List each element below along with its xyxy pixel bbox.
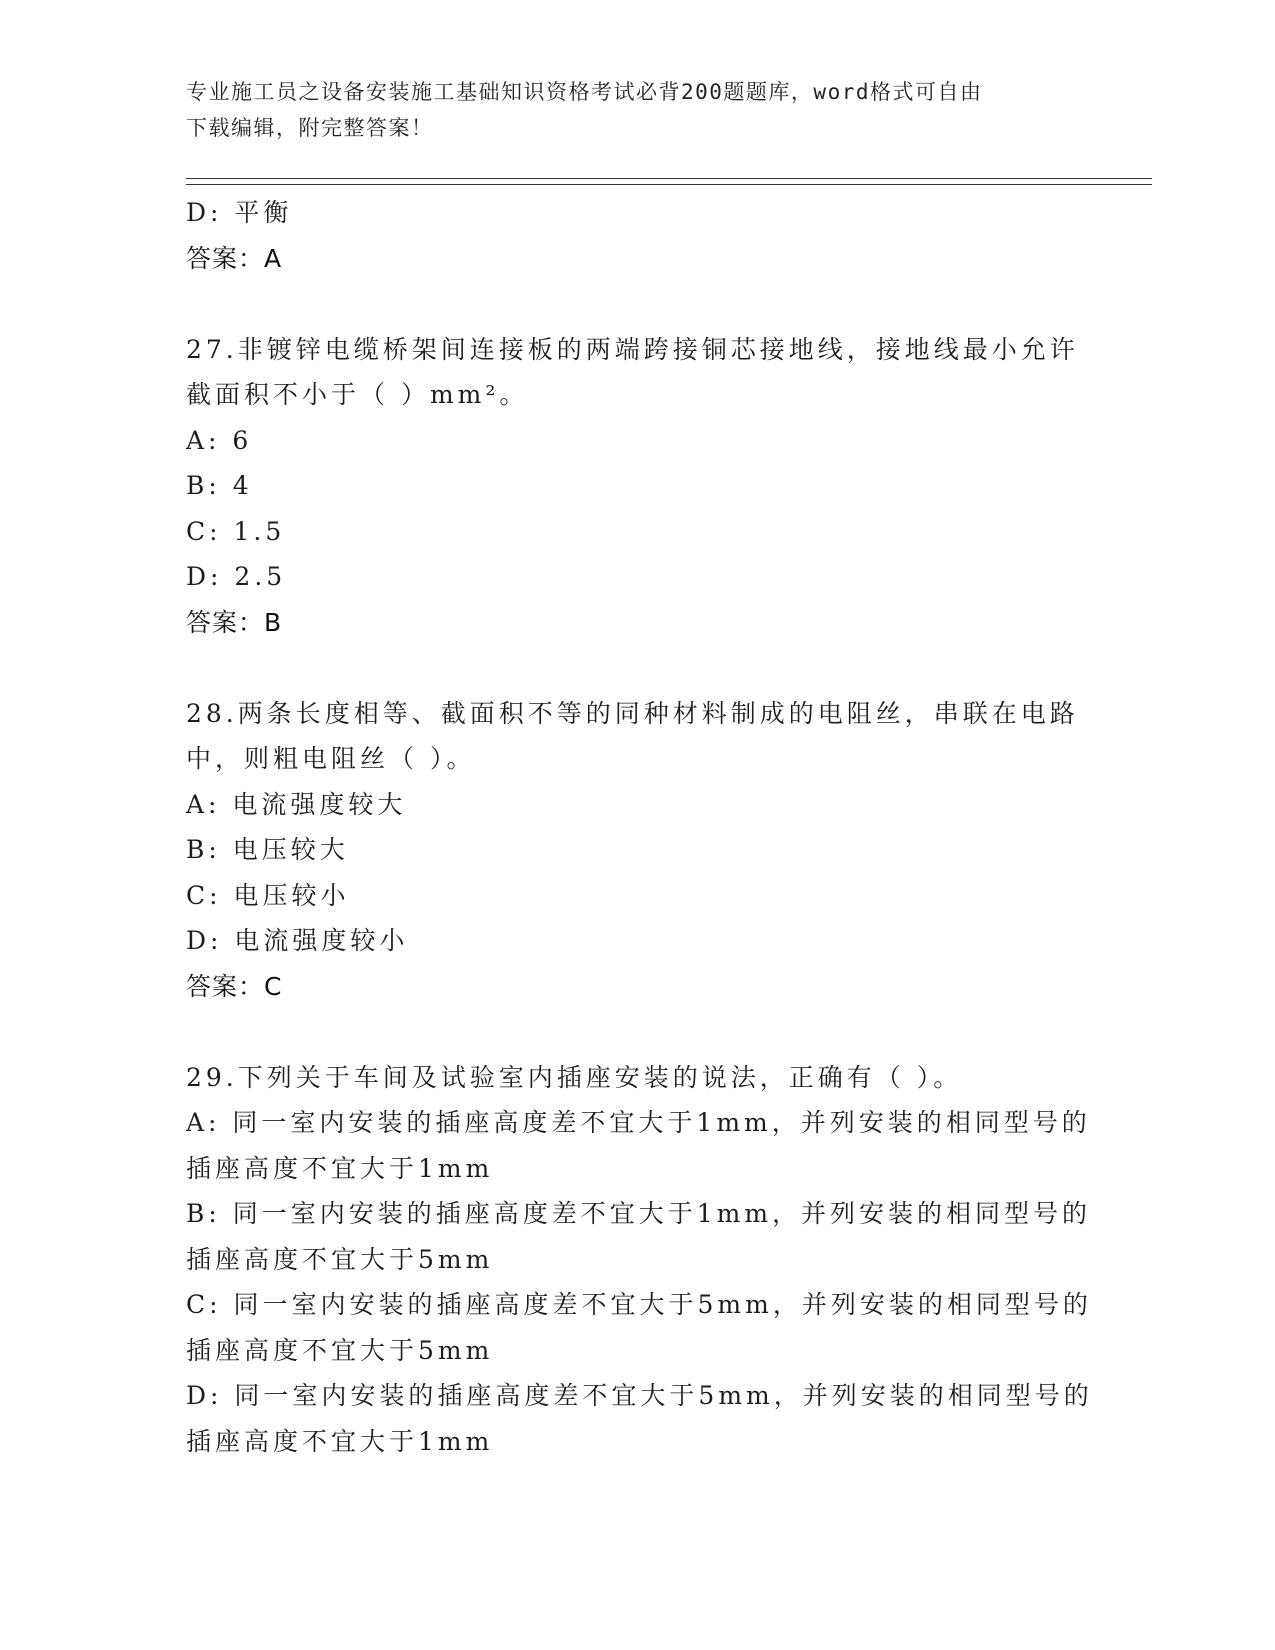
option-c: C: 1.5 [186,516,286,546]
option-a-continued: 插座高度不宜大于1mm [186,1153,494,1183]
question-stem-continued: 中，则粗电阻丝（ ）。 [186,744,476,773]
spacer [186,645,1086,691]
option-a: A: 6 [186,425,253,455]
answer-label: 答案：B [186,607,283,637]
option-d: D: 电流强度较小 [186,926,409,955]
option-b: B: 4 [186,471,253,500]
header-divider [186,178,1152,185]
question-stem: 27.非镀锌电缆桥架间连接板的两端跨接铜芯接地线，接地线最小允许 [186,334,1079,364]
option-d: D: 2.5 [186,562,287,591]
question-stem: 29.下列关于车间及试验室内插座安装的说法，正确有（ ）。 [186,1062,963,1092]
answer-label: 答案：C [186,971,283,1001]
option-b: B: 电压较大 [186,835,349,864]
question-27 [186,327,1086,646]
question-28 [186,691,1086,1010]
answer-label: 答案：A [186,243,283,273]
document-header [186,74,1066,146]
option-c-continued: 插座高度不宜大于5mm [186,1335,494,1365]
option-c: C: 电压较小 [186,880,350,910]
option-d: D: 平衡 [186,198,293,227]
question-list [186,190,1093,1464]
header-line-2: 下载编辑，附完整答案！ [186,116,434,140]
question-26-tail [186,190,1086,281]
spacer [186,281,1086,327]
question-29 [186,1055,1093,1465]
option-a: A: 同一室内安装的插座高度差不宜大于1mm，并列安装的相同型号的 [186,1108,1091,1137]
option-c: C: 同一室内安装的插座高度差不宜大于5mm，并列安装的相同型号的 [186,1290,1092,1319]
spacer [186,1009,1086,1055]
header-line-1: 专业施工员之设备安装施工基础知识资格考试必背200题题库，word格式可自由 [186,80,983,104]
option-d: D: 同一室内安装的插座高度差不宜大于5mm，并列安装的相同型号的 [186,1381,1093,1410]
option-a: A: 电流强度较大 [186,789,407,819]
question-stem: 28.两条长度相等、截面积不等的同种材料制成的电阻丝，串联在电路 [186,698,1079,728]
option-d-continued: 插座高度不宜大于1mm [186,1426,494,1456]
option-b: B: 同一室内安装的插座高度差不宜大于1mm，并列安装的相同型号的 [186,1199,1092,1228]
question-stem-continued: 截面积不小于（ ）mm²。 [186,380,529,409]
option-b-continued: 插座高度不宜大于5mm [186,1244,494,1274]
